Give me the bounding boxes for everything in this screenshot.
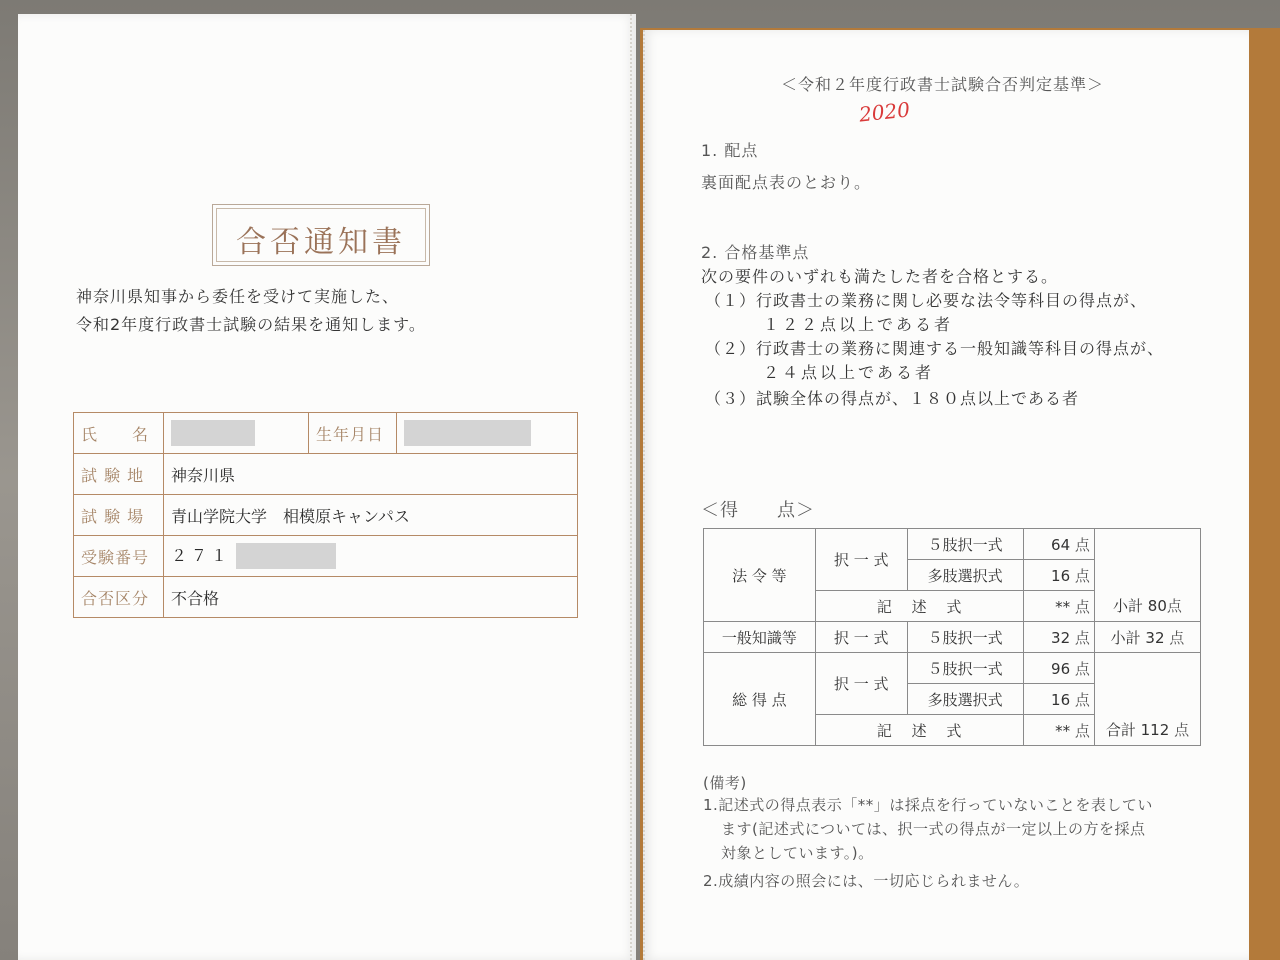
note-1-line1: 1.記述式の得点表示「**」は採点を行っていないことを表してい bbox=[703, 796, 1153, 814]
section2-intro: 次の要件のいずれも満たした者を合格とする。 bbox=[701, 267, 1059, 286]
section2-title: 2. 合格基準点 bbox=[701, 243, 810, 262]
blank-cell bbox=[1094, 653, 1200, 715]
exam-area-label: 試 験 地 bbox=[74, 454, 164, 495]
table-row bbox=[74, 495, 578, 536]
total-category: 総 得 点 bbox=[704, 653, 816, 746]
perforation-line bbox=[630, 14, 632, 960]
section1-text: 裏面配点表のとおり。 bbox=[701, 173, 872, 192]
multi-choice-label: 多肢選択式 bbox=[907, 560, 1023, 591]
handwritten-year: 2020 bbox=[857, 97, 912, 127]
general-select-type: 択 一 式 bbox=[815, 622, 907, 653]
requirement-2-line2: ２４点以上である者 bbox=[763, 363, 935, 382]
table-row bbox=[704, 653, 1201, 684]
general-subtotal: 小計 32 点 bbox=[1094, 622, 1200, 653]
title-box bbox=[212, 204, 430, 266]
total-select-type: 択 一 式 bbox=[815, 653, 907, 715]
exam-number-label: 受験番号 bbox=[74, 536, 164, 577]
exam-number-value: ２７１ bbox=[171, 545, 232, 565]
name-label: 氏 名 bbox=[74, 413, 164, 454]
redaction-block bbox=[404, 420, 531, 446]
notes-title: (備考) bbox=[703, 774, 747, 792]
total-five-choice-score: 96 点 bbox=[1023, 653, 1094, 684]
five-choice-label: ５肢択一式 bbox=[907, 622, 1023, 653]
table-row bbox=[704, 622, 1201, 653]
score-table bbox=[703, 528, 1201, 746]
redaction-block bbox=[236, 543, 336, 569]
score-heading: ＜得 点＞ bbox=[701, 500, 815, 521]
note-2: 2.成績内容の照会には、一切応じられません。 bbox=[703, 872, 1030, 890]
birthdate-value bbox=[397, 413, 578, 454]
law-select-type: 択 一 式 bbox=[815, 529, 907, 591]
criteria-page bbox=[643, 30, 1249, 960]
law-category: 法 令 等 bbox=[704, 529, 816, 622]
requirement-2-line1: （２）行政書士の業務に関連する一般知識等科目の得点が、 bbox=[705, 339, 1165, 358]
general-category: 一般知識等 bbox=[704, 622, 816, 653]
multi-choice-label: 多肢選択式 bbox=[907, 684, 1023, 715]
total-sum: 合計 112 点 bbox=[1094, 715, 1200, 746]
note-1-line3: 対象としています。)。 bbox=[721, 844, 874, 862]
requirement-3: （３）試験全体の得点が、１８０点以上である者 bbox=[705, 389, 1080, 408]
table-row bbox=[704, 529, 1201, 560]
written-label: 記 述 式 bbox=[815, 591, 1023, 622]
exam-venue-label: 試 験 場 bbox=[74, 495, 164, 536]
law-five-choice-score: 64 点 bbox=[1023, 529, 1094, 560]
page-title: 合否通知書 bbox=[236, 225, 406, 260]
section1-title: 1. 配点 bbox=[701, 141, 759, 160]
exam-area-value: 神奈川県 bbox=[164, 454, 578, 495]
law-multi-choice-score: 16 点 bbox=[1023, 560, 1094, 591]
name-value bbox=[164, 413, 309, 454]
five-choice-label: ５肢択一式 bbox=[907, 529, 1023, 560]
requirement-1-line2: １２２点以上である者 bbox=[763, 315, 954, 334]
result-value: 不合格 bbox=[164, 577, 578, 618]
five-choice-label: ５肢択一式 bbox=[907, 653, 1023, 684]
applicant-info-table bbox=[73, 412, 578, 618]
table-row bbox=[74, 536, 578, 577]
criteria-heading: ＜令和２年度行政書士試験合否判定基準＞ bbox=[781, 75, 1105, 94]
intro-line-2: 令和2年度行政書士試験の結果を通知します。 bbox=[76, 315, 426, 334]
general-five-choice-score: 32 点 bbox=[1023, 622, 1094, 653]
table-row bbox=[74, 577, 578, 618]
total-written-score: ** 点 bbox=[1023, 715, 1094, 746]
written-label: 記 述 式 bbox=[815, 715, 1023, 746]
total-multi-choice-score: 16 点 bbox=[1023, 684, 1094, 715]
birthdate-label: 生年月日 bbox=[309, 413, 397, 454]
perforation-line bbox=[643, 30, 645, 960]
intro-line-1: 神奈川県知事から委任を受けて実施した、 bbox=[76, 287, 400, 306]
exam-number-cell bbox=[164, 536, 578, 577]
result-label: 合否区分 bbox=[74, 577, 164, 618]
blank-cell bbox=[1094, 529, 1200, 591]
redaction-block bbox=[171, 420, 255, 446]
result-notice-page bbox=[18, 14, 636, 960]
table-row bbox=[74, 454, 578, 495]
note-1-line2: ます(記述式については、択一式の得点が一定以上の方を採点 bbox=[721, 820, 1146, 838]
law-written-score: ** 点 bbox=[1023, 591, 1094, 622]
law-subtotal: 小計 80点 bbox=[1094, 591, 1200, 622]
table-row bbox=[74, 413, 578, 454]
requirement-1-line1: （１）行政書士の業務に関し必要な法令等科目の得点が、 bbox=[705, 291, 1148, 310]
exam-venue-value: 青山学院大学 相模原キャンパス bbox=[164, 495, 578, 536]
